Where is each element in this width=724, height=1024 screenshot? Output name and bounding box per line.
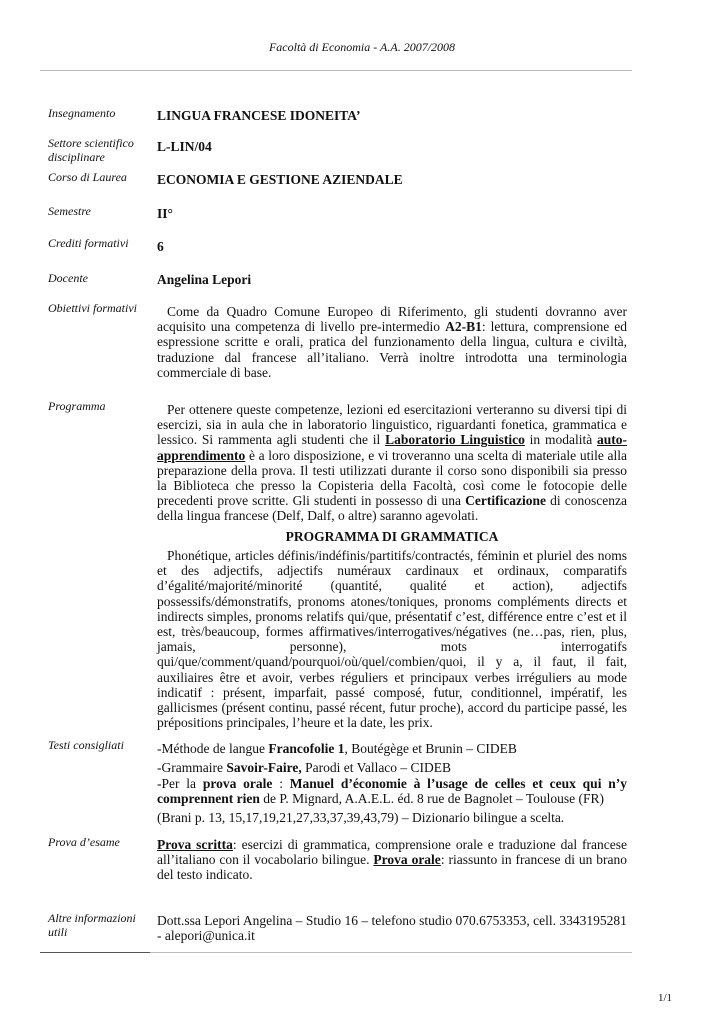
value-crediti: 6 — [157, 239, 164, 254]
grammar-title: PROGRAMMA DI GRAMMATICA — [285, 529, 499, 544]
grammar-text: Phonétique, articles définis/indéfinis/partitifs/contractés, féminin et pluriel des noms et des adjectifs, adjectifs numéraux cardinaux et ordinaux, comparatifs d’égalité/majorité/minorité (quantité, qualité et action), adjectifs possessifs/démonstratifs, pronoms atones/toniques, pronoms compléments directs et indirects simples, pronoms relatifs qui/que, présentatif c’est, différence entre c’est et il est, très/beaucoup, formes affirmatives/interrogatives/négatives (ne…pas, rien, plus, jamais, personne), mots interrogatifs qui/que/comment/quand/pourquoi/où/quel/combien/quoi, il y a, il faut, il fait, auxiliaires être et avoir, verbes réguliers et principaux verbes irréguliers au mode indicatif : présent, imparfait, passé composé, futur, conditionnel, impératif, les gallicismes (présent continu, passé récent, futur proche), accord du participe passé, les prépositions principales, l’heure et la date, les prix. — [157, 548, 627, 731]
value-insegnamento: LINGUA FRANCESE IDONEITA’ — [157, 108, 361, 123]
label-testi: Testi consigliati — [48, 738, 124, 752]
label-prova: Prova d’esame — [48, 835, 120, 849]
label-insegnamento: Insegnamento — [48, 106, 116, 120]
altre-text: Dott.ssa Lepori Angelina – Studio 16 – telefono studio 070.6753353, cell. 3343195281 - alepori@unica.it — [157, 913, 627, 944]
label-altre: Altre informazioni utili — [48, 911, 136, 939]
testo-prova-orale: -Per la prova orale : Manuel d’économie à l’usage de celles et ceux qui n’y comprennent rien de P. Mignard, A.A.E.L. éd. 8 rue de Bagnolet – Toulouse (FR) — [157, 776, 627, 807]
value-corso: ECONOMIA E GESTIONE AZIENDALE — [157, 172, 403, 187]
label-semestre: Semestre — [48, 204, 91, 218]
label-crediti: Crediti formativi — [48, 236, 129, 250]
obiettivi-text: Come da Quadro Comune Europeo di Riferimento, gli studenti dovranno aver acquisito una competenza di livello pre-intermedio A2-B1: lettura, comprensione ed espressione scritte e orali, pratica del funzionamento della lingua, cultura e civiltà, traduzione dal francese all’italiano. Verrà inoltre introdotta una terminologia commerciale di base. — [157, 304, 628, 380]
testo-savoir-faire: -Grammaire Savoir-Faire, Parodi et Vallaco – CIDEB — [157, 760, 452, 775]
programma-text: Per ottenere queste competenze, lezioni ed esercitazioni verteranno su diversi tipi di esercizi, sia in aula che in laboratorio linguistico, riguardanti fonetica, grammatica e lessico. Si rammenta agli studenti che il Laboratorio Linguistico in modalità auto-apprendimento è a loro disposizione, e vi troveranno una scelta di materiale utile alla preparazione della prova. Il testi utilizzati durante il corso sono disponibili sia presso la Biblioteca che presso la Copisteria della Facoltà, così come le fotocopie delle precedenti prove scritte. Gli studenti in possesso di una Certificazione di conoscenza della lingua francese (Delf, Dalf, o altre) saranno agevolati. — [157, 402, 628, 524]
page-number: 1/1 — [657, 992, 672, 1004]
header-divider — [40, 70, 632, 71]
label-corso: Corso di Laurea — [48, 170, 127, 184]
label-programma: Programma — [48, 399, 106, 413]
page-header: Facoltà di Economia - A.A. 2007/2008 — [268, 40, 456, 54]
value-docente: Angelina Lepori — [157, 272, 252, 287]
footer-divider-accent — [40, 952, 150, 953]
testo-brani: (Brani p. 13, 15,17,19,21,27,33,37,39,43,79) – Dizionario bilingue a scelta. — [157, 810, 565, 825]
label-obiettivi: Obiettivi formativi — [48, 301, 137, 315]
label-settore: Settore scientifico disciplinare — [48, 136, 134, 164]
prova-text: Prova scritta: esercizi di grammatica, comprensione orale e traduzione dal francese all’italiano con il vocabolario bilingue. Prova orale: riassunto in francese di un brano del testo indicato. — [157, 837, 628, 883]
value-settore: L-LIN/04 — [157, 139, 212, 154]
label-docente: Docente — [48, 271, 88, 285]
value-semestre: II° — [157, 206, 173, 221]
testo-francofolie: -Méthode de langue Francofolie 1, Boutégège et Brunin – CIDEB — [157, 741, 517, 756]
